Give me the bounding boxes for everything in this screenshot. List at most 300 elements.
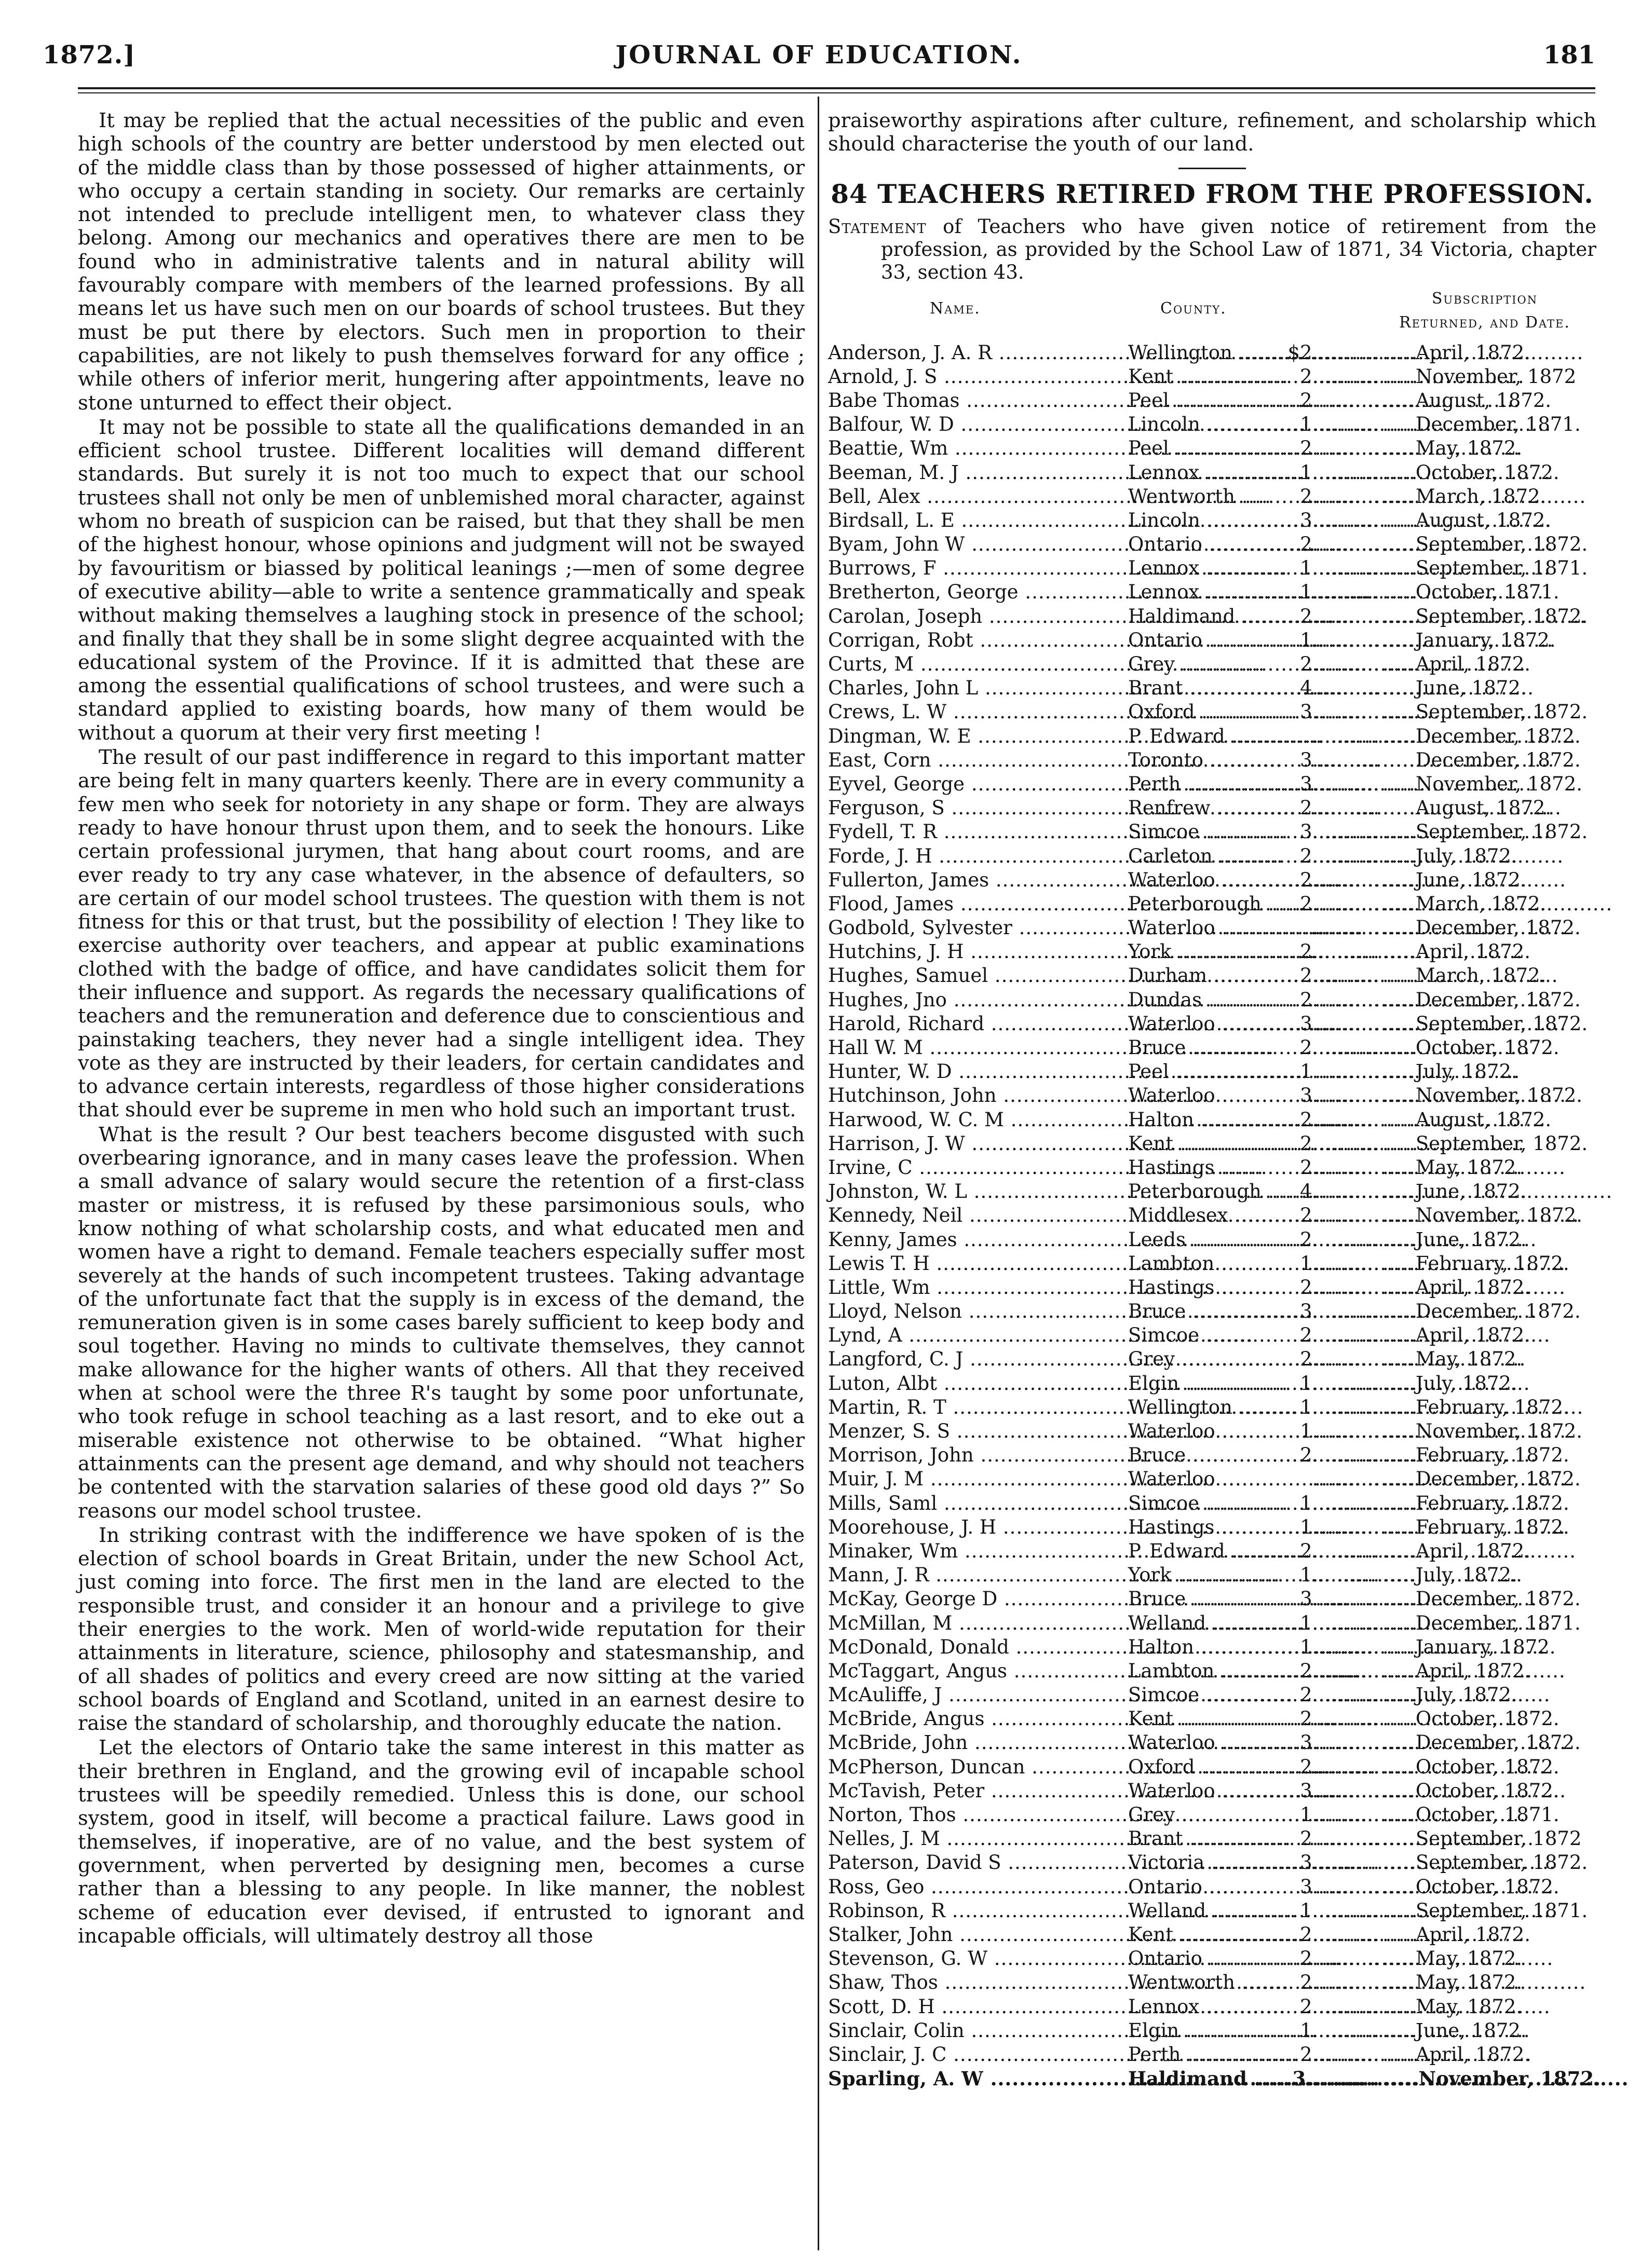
teacher-name: East, Corn ..... [828, 748, 1124, 772]
teacher-name: McTavish, Peter ..... [828, 1779, 1124, 1803]
teacher-county: Simcoe ..... [1128, 1683, 1336, 1707]
table-row [828, 1827, 1596, 1851]
subscription-amount: ..... 2 [1337, 1755, 1379, 1779]
subscription-date: ..... December, 1872. [1382, 988, 1581, 1012]
subscription-amount: ..... 3 [1337, 1731, 1379, 1755]
teacher-name: Langford, C. J ..... [828, 1347, 1124, 1371]
subscription-amount: ..... 1 [1337, 1515, 1379, 1539]
teacher-name: Lewis T. H ..... [828, 1252, 1124, 1276]
subscription-amount: ..... 3 [1337, 1779, 1379, 1803]
subscription-amount: ..... 3 [1337, 1851, 1379, 1875]
statement-lead: Statement [828, 215, 927, 238]
table-row [828, 1899, 1596, 1923]
teacher-name: Menzer, S. S ..... [828, 1419, 1124, 1443]
table-row [828, 1108, 1596, 1132]
column-header-subscription [1365, 287, 1604, 335]
teacher-county: Grey ..... [1128, 1803, 1336, 1827]
subscription-date: ..... September, 1872. [1382, 1851, 1588, 1875]
subscription-date: ..... September, 1871. [1382, 556, 1588, 580]
teacher-name: Balfour, W. D ..... [828, 413, 1124, 436]
teacher-name: Kennedy, Neil ..... [828, 1204, 1124, 1227]
teacher-county: Halton ..... [1128, 1108, 1336, 1132]
article-paragraph: The result of our past indifference in regard to this important matter are being felt in many quarters keenly. There are in every community a few men who seek for notoriety in any shape or form. They are always ready to have honour thrust upon them, and to seek the honours. Like certain professional jurymen, that hang about court rooms, and are ever ready to try any case whatever, in the absence of defaulters, so are certain of our model school trustees. The question with them is not fitness for this or that trust, but the possibility of election ! They like to exercise authority over teachers, and appear at public examinations clothed with the badge of office, and have candidates solicit them for their influence and support. As regards the necessary qualifications of teachers and the remuneration and deference due to conscientious and painstaking teachers, they never had a single intelligent idea. They vote as they are instructed by their leaders, for certain candidates and to advance certain interests, regardless of those higher considerations that should ever be supreme in men who hold such an important trust. [78, 746, 805, 1122]
section-divider [1178, 168, 1246, 169]
teacher-county: Peterborough ..... [1128, 1180, 1336, 1204]
article-continuation: praiseworthy aspirations after culture, refinement, and scholarship which should characterise the youth of our land. [828, 109, 1596, 156]
teacher-name: Charles, John L ..... [828, 676, 1124, 700]
table-row [828, 580, 1596, 604]
subscription-amount: ..... 3 [1337, 1084, 1379, 1108]
table-row [828, 1995, 1596, 2019]
teacher-name: Kenny, James ..... [828, 1228, 1124, 1252]
subscription-amount: ..... 1 [1337, 1372, 1379, 1396]
subscription-amount: ..... 1 [1337, 1803, 1379, 1827]
subscription-date: ..... April, 1872. [1382, 652, 1530, 676]
table-row [828, 1060, 1596, 1084]
teacher-name: Paterson, David S ..... [828, 1851, 1124, 1875]
teacher-county: Lennox ..... [1128, 556, 1336, 580]
subscription-date: ..... May, 1872. [1382, 436, 1522, 460]
subscription-amount: ..... 2 [1337, 1156, 1379, 1180]
subscription-amount: ..... 2 [1337, 1347, 1379, 1371]
subscription-date: ..... December, 1872. [1382, 1587, 1581, 1611]
subscription-amount: ..... 1 [1337, 1252, 1379, 1276]
table-row [828, 341, 1596, 365]
subscription-date: ..... August, 1872. [1382, 1108, 1551, 1132]
table-row [828, 1515, 1596, 1539]
subscription-amount: ..... 1 [1337, 1635, 1379, 1659]
teacher-county: Peel ..... [1128, 436, 1336, 460]
subscription-amount: ..... 3 [1337, 748, 1379, 772]
subscription-amount: ..... 2 [1337, 964, 1379, 988]
table-row [828, 1971, 1596, 1994]
table-row [828, 1132, 1596, 1156]
teacher-county: Perth ..... [1128, 772, 1336, 796]
table-row [828, 892, 1596, 916]
subscription-amount: ..... 2 [1337, 389, 1379, 413]
teacher-county: Waterloo ..... [1128, 1084, 1336, 1108]
subscription-amount: ..... $2 [1337, 341, 1379, 365]
table-row [828, 748, 1596, 772]
teacher-name: Crews, L. W ..... [828, 700, 1124, 724]
teacher-county: Halton ..... [1128, 1635, 1336, 1659]
table-row [828, 509, 1596, 532]
teacher-name: Beeman, M. J ..... [828, 461, 1124, 485]
teacher-name: McPherson, Duncan ..... [828, 1755, 1124, 1779]
subscription-date: ..... December, 1871. [1382, 413, 1581, 436]
subscription-amount: ..... 1 [1337, 413, 1379, 436]
subscription-amount: ..... 2 [1337, 605, 1379, 629]
subscription-date: ..... July, 1872. [1382, 1372, 1517, 1396]
subscription-amount: ..... 2 [1337, 1276, 1379, 1300]
teacher-county: Peel ..... [1128, 1060, 1336, 1084]
table-row [828, 1347, 1596, 1371]
teacher-name: Ferguson, S ..... [828, 796, 1124, 820]
table-row [828, 1803, 1596, 1827]
statement-text [828, 215, 1596, 284]
table-row [828, 436, 1596, 460]
subscription-date: ..... November, 1872. [1382, 1084, 1582, 1108]
journal-title: JOURNAL OF EDUCATION. [615, 40, 1023, 70]
subscription-amount: ..... 2 [1337, 1323, 1379, 1347]
table-row [828, 1467, 1596, 1491]
article-paragraph: In striking contrast with the indifference we have spoken of is the election of school boards in Great Britain, under the new School Act, just coming into force. The first men in the land are elected to the responsible trust, and consider it an honour and a privilege to give their energies to the work. Men of world-wide reputation for their attainments in literature, science, philosophy and statesmanship, and of all shades of politics and every creed are now sitting at the varied school boards of England and Scotland, united in an earnest desire to raise the standard of scholarship, and thoroughly educate the nation. [78, 1523, 805, 1736]
teacher-name: McTaggart, Angus ..... [828, 1659, 1124, 1683]
teacher-county: Waterloo ..... [1128, 1779, 1336, 1803]
subscription-date: ..... May, 1872. [1382, 1995, 1522, 2019]
teacher-county: Leeds ..... [1128, 1228, 1336, 1252]
teacher-name: Eyvel, George ..... [828, 772, 1124, 796]
teacher-county: Welland ..... [1128, 1611, 1336, 1635]
subscription-date: ..... July, 1872. [1382, 1563, 1517, 1587]
subscription-amount: ..... 2 [1337, 796, 1379, 820]
teacher-name: Anderson, J. A. R ..... [828, 341, 1124, 365]
teacher-name: Scott, D. H ..... [828, 1995, 1124, 2019]
teacher-county: Waterloo ..... [1128, 1731, 1336, 1755]
table-row [828, 988, 1596, 1012]
teacher-list [828, 341, 1601, 2091]
subscription-amount: ..... 2 [1337, 1683, 1379, 1707]
teacher-name: Martin, R. T ..... [828, 1396, 1124, 1419]
teacher-name: Hughes, Jno ..... [828, 988, 1124, 1012]
subscription-amount: ..... 3 [1337, 772, 1379, 796]
subscription-date: ..... November, 1872. [1382, 2067, 1601, 2091]
subscription-header-line1: Subscription [1431, 289, 1538, 308]
teacher-name: Hall W. M ..... [828, 1036, 1124, 1060]
teacher-county: Wentworth ..... [1128, 1971, 1336, 1994]
teacher-county: P. Edward ..... [1128, 1539, 1336, 1563]
table-row [828, 2043, 1596, 2067]
subscription-date: ..... April, 1872. [1382, 1276, 1530, 1300]
subscription-amount: ..... 3 [1337, 1300, 1379, 1323]
subscription-amount: ..... 2 [1337, 1947, 1379, 1971]
subscription-date: ..... October, 1871. [1382, 1803, 1559, 1827]
teacher-name: Irvine, C ..... [828, 1156, 1124, 1180]
table-row [828, 1156, 1596, 1180]
teacher-name: Harrison, J. W ..... [828, 1132, 1124, 1156]
teacher-county: Lincoln ..... [1128, 509, 1336, 532]
subscription-date: ..... June, 1872. [1382, 868, 1527, 892]
subscription-amount: ..... 2 [1337, 1036, 1379, 1060]
table-row [828, 629, 1596, 652]
subscription-date: ..... August, 1872. [1382, 796, 1551, 820]
teacher-county: Simcoe ..... [1128, 1323, 1336, 1347]
teacher-name: Byam, John W ..... [828, 532, 1124, 556]
subscription-amount: ..... 2 [1337, 485, 1379, 509]
table-row [828, 1659, 1596, 1683]
subscription-date: ..... June, 1872. [1382, 1180, 1527, 1204]
table-row [828, 365, 1596, 389]
teacher-county: Waterloo ..... [1128, 1419, 1336, 1443]
subscription-date: ..... April, 1872. [1382, 1923, 1530, 1947]
teacher-county: Lennox ..... [1128, 580, 1336, 604]
teacher-county: Simcoe ..... [1128, 1492, 1336, 1515]
teacher-county: Elgin ..... [1128, 1372, 1336, 1396]
subscription-date: ..... August, 1872. [1382, 509, 1551, 532]
subscription-date: ..... September, 1872. [1382, 605, 1588, 629]
teacher-name: Moorehouse, J. H ..... [828, 1515, 1124, 1539]
table-row [828, 1563, 1596, 1587]
table-row [828, 1851, 1596, 1875]
article-left-column [78, 109, 805, 1949]
subscription-date: ..... April, 1872. [1382, 341, 1530, 365]
teacher-name: Muir, J. M ..... [828, 1467, 1124, 1491]
teacher-name: Harwood, W. C. M ..... [828, 1108, 1124, 1132]
teacher-county: Bruce ..... [1128, 1587, 1336, 1611]
subscription-date: ..... March, 1872. [1382, 964, 1546, 988]
subscription-date: ..... November, 1872 [1382, 365, 1576, 389]
teacher-name: Dingman, W. E ..... [828, 725, 1124, 748]
table-row [828, 1683, 1596, 1707]
subscription-amount: ..... 2 [1337, 2043, 1379, 2067]
subscription-date: ..... September, 1871. [1382, 1899, 1588, 1923]
teacher-name: Lloyd, Nelson ..... [828, 1300, 1124, 1323]
header-rule-thin [78, 92, 1595, 93]
table-row [828, 796, 1596, 820]
table-row [828, 1276, 1596, 1300]
subscription-date: ..... June, 1872. [1382, 1228, 1527, 1252]
subscription-amount: ..... 2 [1337, 652, 1379, 676]
subscription-date: ..... June, 1872. [1382, 676, 1527, 700]
table-row [828, 1947, 1596, 1971]
teacher-county: Brant ..... [1128, 676, 1336, 700]
subscription-amount: ..... 1 [1337, 2019, 1379, 2043]
table-row [828, 1204, 1596, 1227]
teacher-county: Carleton ..... [1128, 844, 1336, 868]
teacher-county: Hastings ..... [1128, 1156, 1336, 1180]
table-row [828, 1755, 1596, 1779]
subscription-date: ..... December, 1872. [1382, 1300, 1581, 1323]
table-row [828, 2067, 1601, 2091]
teacher-name: Sinclair, J. C ..... [828, 2043, 1124, 2067]
subscription-amount: ..... 1 [1337, 1419, 1379, 1443]
column-header-county: County. [1160, 299, 1227, 318]
table-row [828, 461, 1596, 485]
subscription-date: ..... January, 1872. [1382, 629, 1556, 652]
teacher-name: Norton, Thos ..... [828, 1803, 1124, 1827]
teacher-name: McBride, Angus ..... [828, 1707, 1124, 1731]
teacher-name: McDonald, Donald ..... [828, 1635, 1124, 1659]
subscription-amount: ..... 2 [1337, 1995, 1379, 2019]
subscription-date: ..... October, 1872. [1382, 1036, 1559, 1060]
teacher-county: York ..... [1128, 940, 1336, 964]
subscription-date: ..... April, 1872. [1382, 940, 1530, 964]
teacher-county: Grey ..... [1128, 652, 1336, 676]
table-row [828, 1036, 1596, 1060]
subscription-amount: ..... 2 [1337, 1659, 1379, 1683]
table-row [828, 1539, 1596, 1563]
teacher-county: Simcoe ..... [1128, 820, 1336, 844]
table-row [828, 868, 1596, 892]
teacher-name: Bretherton, George ..... [828, 580, 1124, 604]
subscription-date: ..... February, 1872. [1382, 1492, 1569, 1515]
article-paragraph: What is the result ? Our best teachers become disgusted with such overbearing ignorance, and in many cases leave the profession. When a small advance of salary would secure the retention of a first-class master or mistress, it is refused by these parsimonious souls, who know nothing of what scholarship costs, and what educated men and women have a right to demand. Female teachers especially suffer most severely at the hands of such incompetent trustees. Taking advantage of the unfortunate fact that the supply is in excess of the demand, the remuneration given is in some cases barely sufficient to keep body and soul together. Having no minds to cultivate themselves, they cannot make allowance for the higher wants of others. All that they received when at school were the three R's taught by some poor unfortunate, who took refuge in school teaching as a last resort, and to eke out a miserable existence not otherwise to be obtained. “What higher attainments can the present age demand, and why should not teachers be contented with the starvation salaries of these good old days ?” So reasons our model school trustee. [78, 1123, 805, 1523]
subscription-amount: ..... 2 [1337, 1923, 1379, 1947]
teacher-county: Ontario ..... [1128, 629, 1336, 652]
subscription-amount: ..... 3 [1337, 1012, 1379, 1036]
header-rule [78, 87, 1595, 89]
subscription-date: ..... October, 1872. [1382, 1755, 1559, 1779]
table-row [828, 1396, 1596, 1419]
subscription-amount: ..... 2 [1337, 1707, 1379, 1731]
teacher-name: McAuliffe, J ..... [828, 1683, 1124, 1707]
teacher-county: Haldimand ..... [1128, 2067, 1336, 2091]
teacher-name: Sinclair, Colin ..... [828, 2019, 1124, 2043]
subscription-amount: ..... 4 [1337, 1180, 1379, 1204]
table-row [828, 652, 1596, 676]
subscription-date: ..... October, 1872. [1382, 461, 1559, 485]
teacher-county: Peterborough ..... [1128, 892, 1336, 916]
statement-body: of Teachers who have given notice of retirement from the profession, as provided by the School Law of 1871, 34 Victoria, chapter 33, section 43. [881, 215, 1596, 283]
table-row [828, 844, 1596, 868]
subscription-date: ..... July, 1872. [1382, 1683, 1517, 1707]
teacher-county: Lennox ..... [1128, 1995, 1336, 2019]
subscription-date: ..... April, 1872. [1382, 1539, 1530, 1563]
teacher-name: Birdsall, L. E ..... [828, 509, 1124, 532]
subscription-date: ..... December, 1872. [1382, 1467, 1581, 1491]
teacher-name: Johnston, W. L ..... [828, 1180, 1124, 1204]
table-row [828, 964, 1596, 988]
subscription-amount: ..... 1 [1337, 461, 1379, 485]
table-row [828, 1228, 1596, 1252]
teacher-county: Kent ..... [1128, 1132, 1336, 1156]
subscription-date: ..... September, 1872. [1382, 1012, 1588, 1036]
teacher-county: P. Edward ..... [1128, 725, 1336, 748]
table-row [828, 1875, 1596, 1899]
subscription-amount: ..... 1 [1337, 629, 1379, 652]
subscription-amount [1337, 1467, 1379, 1491]
subscription-amount: ..... 2 [1337, 1827, 1379, 1851]
article-paragraph: It may be replied that the actual necessities of the public and even high schools of the country are better understood by men elected out of the middle class than by those possessed of higher attainments, or who occupy a certain standing in society. Our remarks are certainly not intended to preclude intelligent men, to whatever class they belong. Among our mechanics and operatives there are men to be found who in administrative talents and in natural ability will favourably compare with members of the learned professions. By all means let us have such men on our boards of school trustees. But they must be put there by electors. Such men in proportion to their capabilities, are not likely to push themselves forward for any office ; while others of inferior merit, hungering after appointments, leave no stone unturned to effect their object. [78, 109, 805, 415]
subscription-amount: ..... 2 [1337, 1539, 1379, 1563]
teacher-name: Arnold, J. S ..... [828, 365, 1124, 389]
teacher-county: Peel ..... [1128, 389, 1336, 413]
teacher-county: Grey ..... [1128, 1347, 1336, 1371]
teacher-county: York ..... [1128, 1563, 1336, 1587]
table-row [828, 916, 1596, 940]
teacher-county: Wentworth ..... [1128, 485, 1336, 509]
subscription-amount: ..... 4 [1337, 676, 1379, 700]
table-row [828, 725, 1596, 748]
teacher-name: Sparling, A. W ..... [828, 2067, 1124, 2091]
table-row [828, 389, 1596, 413]
subscription-amount [1337, 725, 1379, 748]
subscription-header-line2: Returned, and Date. [1399, 313, 1570, 332]
subscription-date: ..... March, 1872. [1382, 892, 1546, 916]
table-row [828, 1635, 1596, 1659]
subscription-date: ..... July, 1872. [1382, 1060, 1517, 1084]
article-paragraph: Let the electors of Ontario take the same interest in this matter as their brethren in England, and the growing evil of incapable school trustees will be speedily remedied. Unless this is done, our school system, good in itself, will become a practical failure. Laws good in themselves, if inoperative, are of no value, and the best system of government, when perverted by designing men, becomes a curse rather than a blessing to any people. In like manner, the noblest scheme of education ever devised, if entrusted to ignorant and incapable officials, will ultimately destroy all those [78, 1736, 805, 1948]
teacher-name: Hutchinson, John ..... [828, 1084, 1124, 1108]
teacher-county: Hastings ..... [1128, 1515, 1336, 1539]
subscription-amount: ..... 2 [1337, 1228, 1379, 1252]
teacher-county: Waterloo ..... [1128, 1467, 1336, 1491]
teacher-name: Curts, M ..... [828, 652, 1124, 676]
teacher-name: Corrigan, Robt ..... [828, 629, 1124, 652]
table-row [828, 1323, 1596, 1347]
subscription-amount: ..... 2 [1337, 1971, 1379, 1994]
table-row [828, 1084, 1596, 1108]
table-row [828, 772, 1596, 796]
teacher-county: Ontario ..... [1128, 1947, 1336, 1971]
subscription-amount: ..... 2 [1337, 436, 1379, 460]
teacher-county: Victoria ..... [1128, 1851, 1336, 1875]
subscription-date: ..... December, 1872. [1382, 748, 1581, 772]
subscription-amount: ..... 3 [1337, 700, 1379, 724]
teacher-name: Ross, Geo ..... [828, 1875, 1124, 1899]
table-row [828, 1443, 1596, 1467]
teacher-county: Elgin ..... [1128, 2019, 1336, 2043]
table-row [828, 2019, 1596, 2043]
subscription-date: ..... May, 1872. [1382, 1947, 1522, 1971]
subscription-amount: ..... 2 [1337, 868, 1379, 892]
teacher-county: Haldimand ..... [1128, 605, 1336, 629]
subscription-date: ..... July, 1872. [1382, 844, 1517, 868]
subscription-date: ..... May, 1872. [1382, 1347, 1522, 1371]
teacher-county: Bruce ..... [1128, 1036, 1336, 1060]
table-row [828, 700, 1596, 724]
subscription-amount: ..... 1 [1337, 1060, 1379, 1084]
subscription-date: ..... December, 1872. [1382, 1731, 1581, 1755]
subscription-date: ..... June, 1872. [1382, 2019, 1527, 2043]
subscription-amount: ..... 1 [1337, 580, 1379, 604]
column-divider [818, 97, 819, 2250]
subscription-amount: ..... 2 [1337, 940, 1379, 964]
teacher-name: Minaker, Wm ..... [828, 1539, 1124, 1563]
teacher-name: Bell, Alex ..... [828, 485, 1124, 509]
subscription-amount [1337, 916, 1379, 940]
teacher-county: Bruce ..... [1128, 1443, 1336, 1467]
table-row [828, 1372, 1596, 1396]
teacher-name: Godbold, Sylvester ..... [828, 916, 1124, 940]
subscription-amount: ..... 2 [1337, 1443, 1379, 1467]
subscription-date: ..... December, 1872. [1382, 916, 1581, 940]
subscription-date: ..... May, 1872. [1382, 1971, 1522, 1994]
teacher-name: Mills, Saml ..... [828, 1492, 1124, 1515]
subscription-amount: ..... 3 [1337, 2067, 1379, 2091]
teacher-name: Stalker, John ..... [828, 1923, 1124, 1947]
teacher-county: Lambton ..... [1128, 1659, 1336, 1683]
teacher-county: Ontario ..... [1128, 532, 1336, 556]
teacher-name: Nelles, J. M ..... [828, 1827, 1124, 1851]
teacher-county: Oxford ..... [1128, 700, 1336, 724]
subscription-date: ..... September, 1872. [1382, 532, 1588, 556]
table-row [828, 1707, 1596, 1731]
teacher-name: Flood, James ..... [828, 892, 1124, 916]
subscription-amount: ..... 1 [1337, 1899, 1379, 1923]
teacher-county: Lincoln ..... [1128, 413, 1336, 436]
teacher-name: Stevenson, G. W ..... [828, 1947, 1124, 1971]
teacher-county: Kent ..... [1128, 1923, 1336, 1947]
subscription-date: ..... September, 1872. [1382, 700, 1588, 724]
table-row [828, 532, 1596, 556]
page-header [43, 40, 1595, 82]
table-row [828, 1923, 1596, 1947]
teacher-county: Bruce ..... [1128, 1300, 1336, 1323]
subscription-amount: ..... 1 [1337, 556, 1379, 580]
subscription-amount: ..... 3 [1337, 1587, 1379, 1611]
subscription-amount: ..... 2 [1337, 532, 1379, 556]
teacher-county: Hastings ..... [1128, 1276, 1336, 1300]
teacher-county: Dundas ..... [1128, 988, 1336, 1012]
teacher-name: Beattie, Wm ..... [828, 436, 1124, 460]
subscription-date: ..... April, 1872. [1382, 1659, 1530, 1683]
header-year: 1872.] [43, 40, 136, 70]
teacher-name: Morrison, John ..... [828, 1443, 1124, 1467]
table-row [828, 1779, 1596, 1803]
teacher-name: Forde, J. H ..... [828, 844, 1124, 868]
teacher-county: Lennox ..... [1128, 461, 1336, 485]
